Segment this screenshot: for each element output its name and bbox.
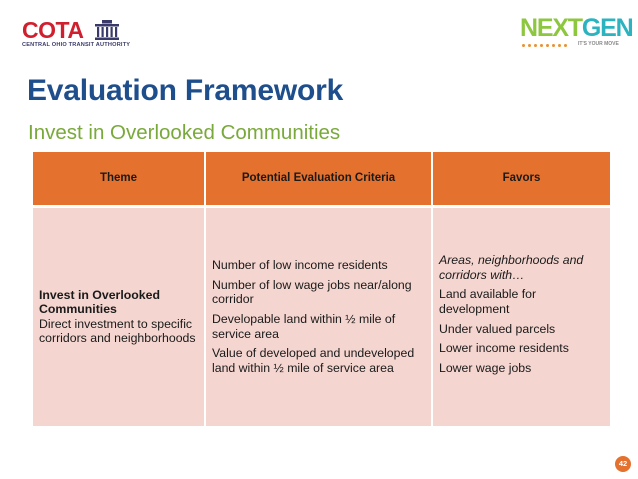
favors-item: Under valued parcels [439,321,556,336]
dot [552,44,555,47]
slide-subtitle: Invest in Overlooked Communities [28,121,341,144]
cota-wordmark: COTA [22,17,84,43]
criteria-item: Developable land within ½ mile of service area [212,311,396,341]
nextgen-word-next: NEXT [520,14,582,42]
slide-title: Evaluation Framework [27,74,344,107]
criteria-list [212,258,425,375]
header-theme: Theme [32,152,205,206]
favors-cell [432,206,611,426]
capitol-building-icon [94,19,120,41]
criteria-item: Value of developed and undeveloped land within ½ mile of service area [212,346,415,375]
page-number-badge: 42 [615,456,631,472]
favors-item: Lower wage jobs [439,360,532,375]
nextgen-tagline: IT'S YOUR MOVE [578,41,619,47]
cota-logo [22,18,132,48]
dot [534,44,537,47]
favors-item: Land available for development [439,287,537,316]
criteria-item: Number of low wage jobs near/along corridor [212,277,412,307]
dot [564,44,567,47]
dot [522,44,525,47]
nextgen-word-gen: GEN [581,14,633,42]
header-criteria: Potential Evaluation Criteria [205,152,432,206]
dot [540,44,543,47]
favors-intro: Areas, neighborhoods and corridors with… [439,253,584,282]
criteria-cell [205,206,432,426]
header-favors: Favors [432,152,611,206]
theme-heading: Invest in Overlooked Communities [39,287,160,317]
criteria-item: Number of low income residents [212,258,388,273]
evaluation-framework-table [31,152,612,426]
dot [558,44,561,47]
nextgen-wordmark [520,14,632,42]
table-header-row [32,152,611,206]
nextgen-logo [520,14,633,54]
favors-item: Lower income residents [439,341,569,356]
dot [546,44,549,47]
cota-tagline: CENTRAL OHIO TRANSIT AUTHORITY [22,42,131,48]
theme-description: Direct investment to specific corridors and neighborhoods [39,316,196,346]
favors-list [439,287,604,375]
theme-cell [32,206,205,426]
nextgen-dots-decoration [522,44,567,47]
dot [528,44,531,47]
table-row [32,206,611,426]
